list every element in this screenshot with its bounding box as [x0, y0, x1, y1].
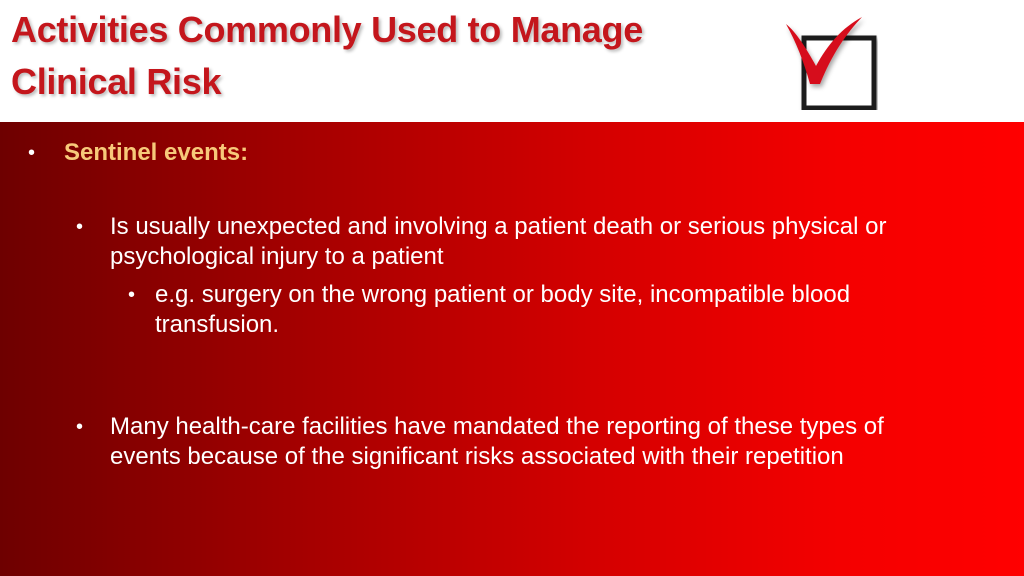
list-item	[76, 412, 916, 472]
bullet-icon: •	[76, 416, 84, 438]
sub-list-item-text: e.g. surgery on the wrong patient or body site, incompatible blood transfusion.	[155, 281, 851, 338]
bullet-icon: •	[128, 284, 136, 306]
list-item	[76, 212, 916, 272]
slide-header	[0, 0, 1024, 122]
heading-bullet	[28, 138, 248, 168]
sub-list-item	[128, 280, 888, 340]
bullet-icon: •	[76, 216, 84, 238]
section-heading: Sentinel events:	[64, 139, 249, 166]
slide-title: Activities Commonly Used to Manage Clinical Risk	[11, 9, 643, 102]
list-item-text: Is usually unexpected and involving a patient death or serious physical or psychological injury to a patient	[110, 213, 887, 270]
slide-body	[0, 122, 1024, 576]
bullet-icon: •	[28, 142, 36, 164]
list-item-text: Many health-care facilities have mandated the reporting of these types of events because of the significant risks associated with their repetition	[110, 413, 884, 470]
checkbox-checkmark-icon	[782, 14, 878, 110]
